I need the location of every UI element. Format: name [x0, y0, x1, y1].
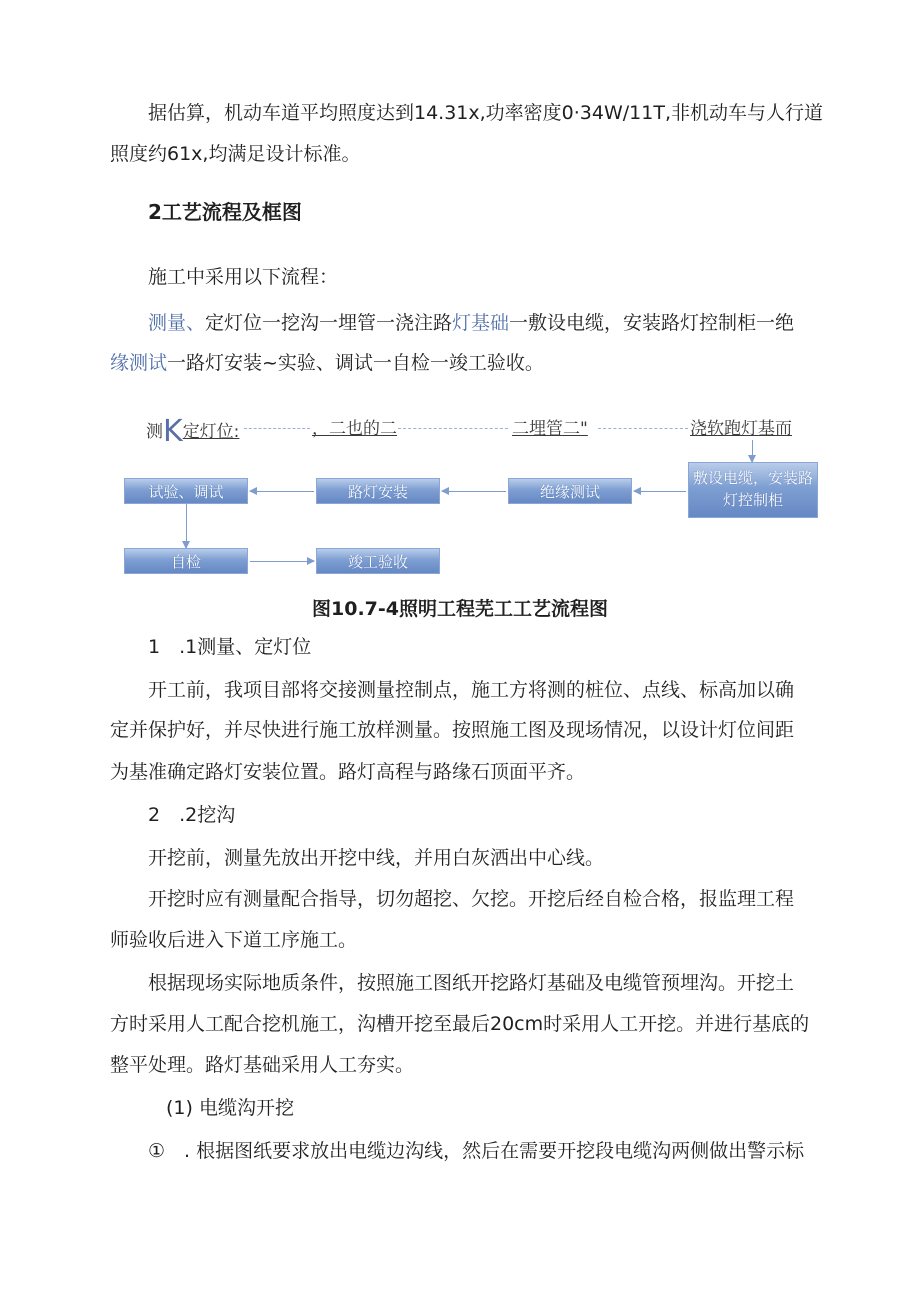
paragraph-line: 据估算，机动车道平均照度达到14.31x,功率密度0·34W/11T,非机动车与人行道 [148, 102, 823, 124]
flowchart-box-cable: 敷设电缆，安装路灯控制柜 [688, 462, 818, 518]
paragraph-line: 定并保护好，并尽快进行施工放样测量。按照施工图及现场情况，以设计灯位间距 [110, 719, 795, 741]
paragraph-line: 施工中采用以下流程： [148, 266, 339, 288]
flowchart-connector [244, 428, 310, 429]
flow-text-line [148, 312, 794, 334]
flowchart-box-insulation: 绝缘测试 [508, 478, 632, 504]
flow-text-blue: 缘测试 [110, 352, 168, 374]
flowchart-arrow [634, 491, 686, 492]
flow-text: 定灯位一挖沟一埋管一浇注路 [205, 312, 453, 334]
paragraph-line: 根据现场实际地质条件，按照施工图纸开挖路灯基础及电缆管预埋沟。开挖土 [148, 972, 795, 994]
paragraph-line: 照度约61x,均满足设计标准。 [110, 143, 361, 165]
flowchart-step-survey [146, 414, 239, 449]
paragraph-line: 开挖时应有测量配合指导，切勿超挖、欠挖。开挖后经自检合格，报监理工程 [148, 888, 795, 910]
paragraph-line: 整平处理。路灯基础采用人工夯实。 [110, 1054, 415, 1076]
flowchart-box-test: 试验、调试 [124, 478, 248, 504]
flowchart-box-lamp-install: 路灯安装 [316, 478, 440, 504]
paragraph-line: 方时采用人工配合挖机施工，沟槽开挖至最后20cm时采用人工开挖。并进行基底的 [110, 1013, 810, 1035]
flowchart-arrow [186, 504, 187, 548]
flowchart-box-self-check: 自检 [124, 548, 248, 574]
paragraph-line: 开挖前，测量先放出开挖中线，并用白灰洒出中心线。 [148, 847, 605, 869]
flowchart-arrow [250, 561, 314, 562]
paragraph-line: 开工前，我项目部将交接测量控制点，施工方将测的桩位、点线、标高加以确 [148, 679, 795, 701]
paragraph-line: 为基准确定路灯安装位置。路灯高程与路缘石顶面平齐。 [110, 761, 586, 783]
flow-text-line [110, 352, 544, 374]
flow-text: 一敷设电缆，安装路灯控制柜一绝 [509, 312, 795, 334]
flowchart-connector [598, 428, 688, 429]
list-item: ① . 根据图纸要求放出电缆边沟线，然后在需要开挖段电缆沟两侧做出警示标 [148, 1140, 805, 1162]
subsection-title: 2 .2挖沟 [148, 804, 236, 826]
section-heading: 2工艺流程及框图 [148, 200, 302, 224]
figure-caption: 图10.7-4照明工程芜工工艺流程图 [312, 598, 608, 620]
paragraph-line: 师验收后进入下道工序施工。 [110, 929, 358, 951]
flowchart-connector [398, 428, 508, 429]
flow-text: 一路灯安装~实验、调试一自检一竣工验收。 [167, 352, 544, 374]
flowchart-arrow [250, 491, 314, 492]
flowchart-box-acceptance: 竣工验收 [316, 548, 440, 574]
flow-text-blue: 测量、 [148, 312, 206, 334]
flowchart-text: K [163, 414, 183, 449]
sub-heading: (1) 电缆沟开挖 [166, 1097, 294, 1119]
flowchart-arrow [442, 491, 506, 492]
flowchart-arrow [752, 440, 753, 462]
subsection-title: 1 .1测量、定灯位 [148, 636, 312, 658]
flowchart-step-foundation: 浇软跑灯基而 [690, 419, 792, 439]
flowchart-text: 测 [146, 422, 163, 442]
flowchart-step-pipe: 二埋管二" [512, 419, 588, 439]
flow-text-blue: 灯基础 [452, 312, 510, 334]
flowchart-step-trench: ，二也的二 [312, 419, 397, 439]
flowchart-text: 定灯位: [182, 422, 240, 442]
